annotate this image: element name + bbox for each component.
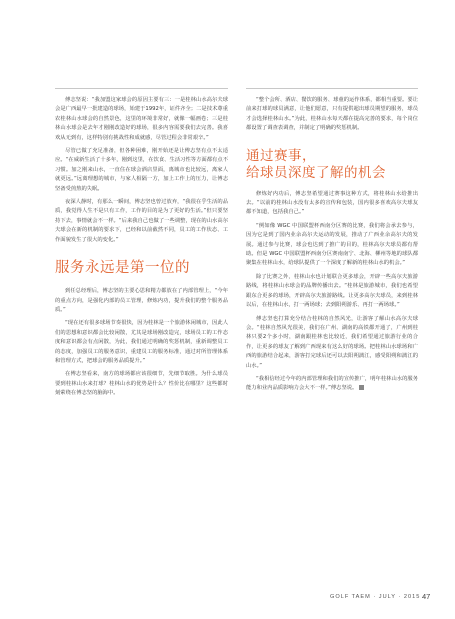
top-rule-right bbox=[246, 88, 418, 89]
body-paragraph: “例如像 WGC 中国联盟杯西南分区赛的比赛，我们将会承去参与，因为它是到了国内业余高尔夫运动的发展，推动了广西业余高尔夫的发展。通过参与比赛，球会也达到了推广的目的，桂林高尔夫球员都有帮助。但是 WGC 中国联盟杯西南分区赛南南宁、北海、柳州等地的球队都聚集在桂林山水，给球队提供了一个深度了解新的桂林山水的机会。” bbox=[246, 222, 418, 267]
body-paragraph: 在傅志坚看来，南方的球场都应该很细节，先细节取胜。为什么球员要到桂林山水来打球？桂林山水的优势是什么？性价比在哪里？这些都时刻萦绕在傅志坚的脑海中。 bbox=[55, 371, 228, 397]
body-paragraph: “现在还有很多球场节奏很快，因为桂林是一个旅游休闲城市，因此人们的思想和意识都会比较闲散，尤其是球场刚改造完，球场员工的工作态度和意识都会有点闲散，为此，我们通过明确的奖惩机制，重新调整员工的态度，加强员工的服务意识，重建员工的服务标准，通过对所管理体系和管理方式，把球会的服务品质提升。” bbox=[55, 320, 228, 364]
left-column bbox=[55, 96, 228, 403]
body-paragraph: 尽管已做了充足准备，但各种困难，刚开始还是让傅志坚有点不太适应。“在威新生活了十多年，刚到这里，在饮食、生活习性等方面都有点不习惯。加之刚来山水，一直住在球会酒店里面，离城市也比较远，离家人就更远。”远离理想的城市，与家人相隔一方，加上工作上的压力，让傅志坚备受煎熬的失眠。 bbox=[55, 148, 228, 192]
body-paragraph: 傅志坚说：“我加盟这家球会的原因主要有三：一是桂林山水高尔夫球会是广西最早一批建造的球场，始建于1992年，证件齐全；二是技术尊重农桂林山水球会的自然景色，这里的环境非常好，就像一幅画卷；三是桂林山水球会是去年才刚刚改造好的球场，很多内容需要我们去完善。我喜欢从无到有，这样特别有挑战性和成就感，尽管过程会非常艰辛。” bbox=[55, 97, 228, 141]
section-heading: 服务永远是第一位的 bbox=[55, 260, 190, 277]
body-paragraph: 夜深人静时，有那么一瞬间，傅志坚也曾过放弃，“我很在乎生活的品质，我觉得人生不是只有工作，工作的目的是为了更好的生活。”但只要坚持下去，事情就会不一样。“后来我自己也做了一些调整，现在的山水高尔夫球会在新的机制的要求下，已经和以前截然不同，员工的工作状态、工作面貌发生了很大的变化。” bbox=[55, 199, 228, 243]
closing-paragraph-text: “我相信经过今年的内部管理和我们的宣传推广，明年桂林山水的服务能力和业内品质影响力会大不一样。”傅志坚说。 bbox=[246, 375, 418, 392]
body-paragraph: “整个会所、酒店、餐饮的服务、球童的运作体系，都相当重要。要让前来打球的球员满意，让他们愿意，只有提供超出球员期望的服务，球员才会选择桂林山水。”为此，桂林山水每天都在提高完善的要求，每个岗位都设置了调查表调查，并制定了明确的奖惩机制。 bbox=[246, 97, 418, 132]
magazine-footer: GOLF TAEM · JULY · 2015 bbox=[330, 594, 421, 600]
section-heading: 通过赛事， 给球员深度了解的机会 bbox=[246, 147, 386, 181]
body-paragraph: 到任总经理后，傅志坚的主要心思和精力都放在了内部管理上，“今年的重点方向，是强化内部的员工管理，修炼内功，提升我们的整个服务品质。” bbox=[55, 288, 228, 313]
body-paragraph bbox=[246, 375, 418, 394]
body-paragraph: 修炼好内功后，傅志坚希望通过赛事这种方式，将桂林山水给推出去。“以前的桂林山水没有太多的宣传和包装，国内很多喜欢高尔夫球友都不知道，包括我自己。” bbox=[246, 190, 418, 216]
body-paragraph: 除了比赛之外，桂林山水也计划联合更多球会，开辟一些高尔夫旅游路线，将桂林山水球会的品牌传播出去。“桂林是旅游城市，我们也希望跟东合更多的球场，开辟高尔夫旅游路线。让更多高尔夫球员，来到桂林以后，在桂林山水，打一两场球；去到阳朔游乐、再打一两场球。” bbox=[246, 273, 418, 309]
end-mark-icon bbox=[359, 385, 364, 390]
top-rule-left bbox=[55, 88, 228, 89]
right-column bbox=[246, 96, 418, 398]
page-number: 47 bbox=[422, 592, 431, 601]
body-paragraph: 傅志坚也打算充分结合桂林的自然风光，让游客了解山水高尔夫球会。“桂林自然风光很美，我们在广州、湖南的高铁都开通了，广州到桂林只要2个多小时，湖南跟桂林也比较近，我们希望通过旅游行业的合作，让更多的球友了解到广西现来有这么好的球场。把桂林山水球场和广西的旅游结合起来，游客打完球后还可以去阳朔漓江，感受阳朔和漓江的山水。” bbox=[246, 315, 418, 369]
